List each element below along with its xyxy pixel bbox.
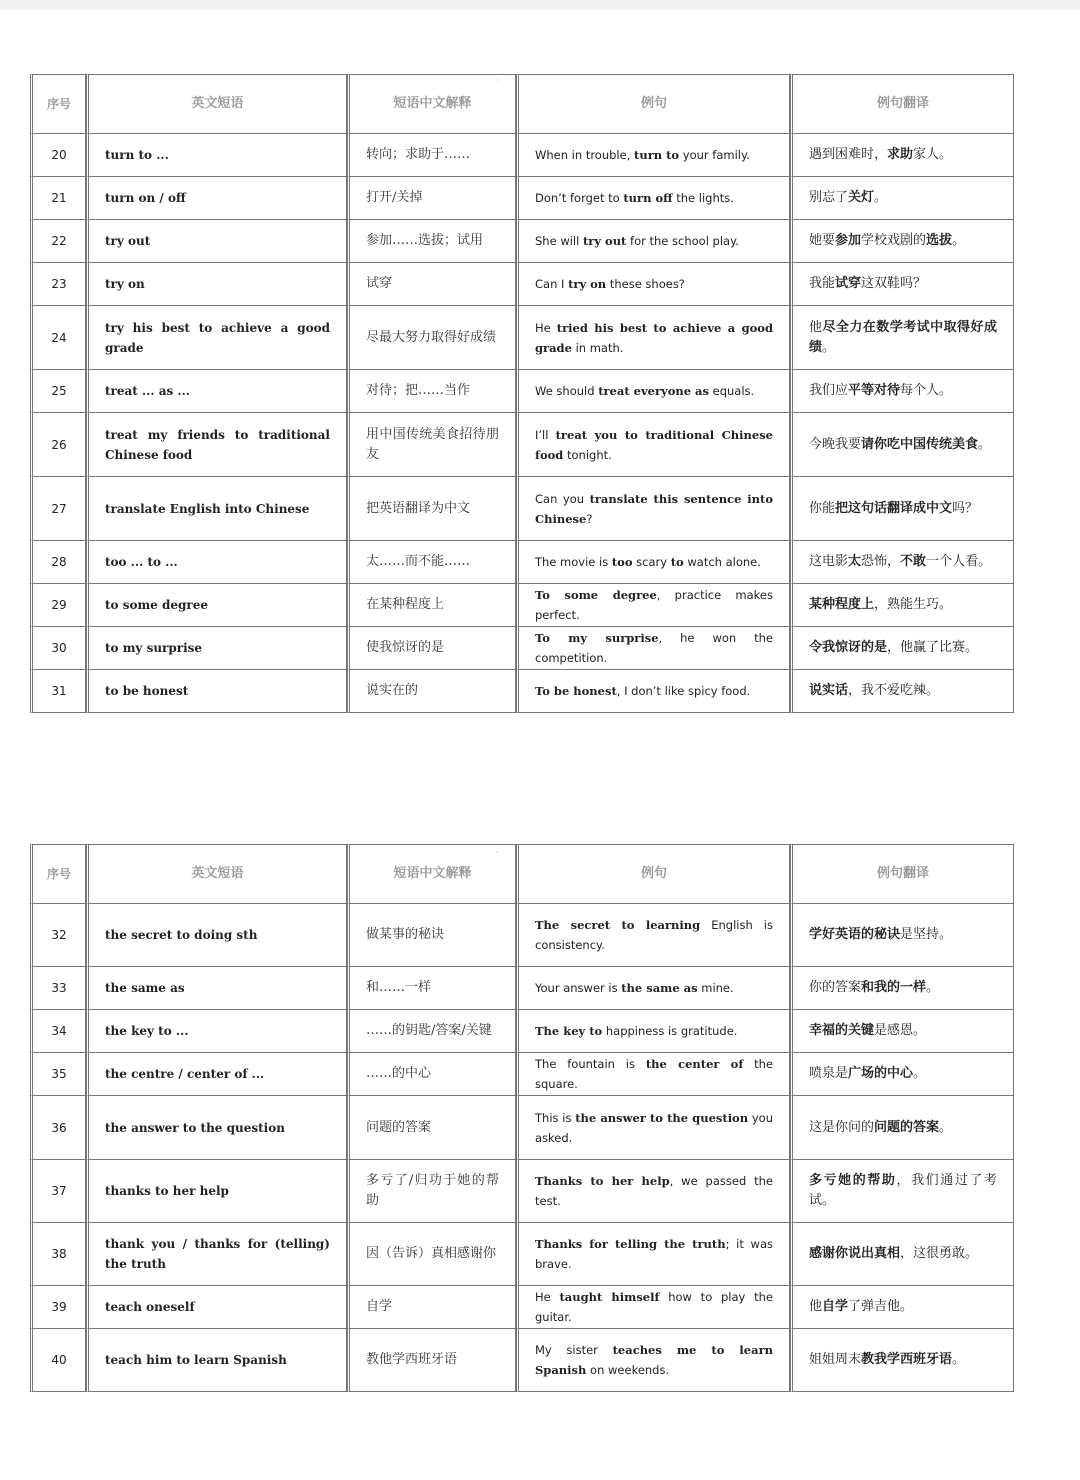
chinese-meaning: ……的钥匙/答案/关键 [347,1010,516,1053]
example-text: scary [632,555,671,569]
example-sentence [516,904,790,967]
example-text: , we passed the test. [535,1174,773,1208]
example-text: We should [535,384,599,398]
example-translation [790,1010,1014,1053]
example-text: the lights. [672,191,734,205]
english-phrase: try his best to achieve a good grade [86,306,347,370]
example-sentence [516,541,790,584]
english-phrase: the answer to the question [86,1096,347,1160]
example-sentence [516,1160,790,1223]
example-bold: The key to [535,1024,603,1038]
example-bold: too [611,555,633,569]
english-phrase: try on [86,263,347,306]
example-translation [790,670,1014,713]
translation-text: 。 [874,190,888,205]
header-meaning: 短语中文解释 [347,74,516,134]
translation-text: 他 [809,319,823,335]
example-bold: The secret to learning [535,918,701,932]
example-bold: tried his best to achieve a good grade [535,320,773,355]
example-text: He [535,1290,560,1304]
translation-text: 我能 [809,276,836,291]
translation-bold: 请你吃中国传统美食 [861,436,979,452]
row-number: 37 [30,1160,86,1223]
example-sentence [516,967,790,1010]
example-translation [790,1329,1014,1392]
example-text: The fountain is [535,1057,646,1071]
translation-bold: 广场的中心 [848,1066,914,1081]
translation-bold: 幸福的关键 [809,1023,875,1038]
row-number: 38 [30,1223,86,1286]
example-bold: the center of [645,1057,744,1071]
example-text: these shoes? [606,277,685,291]
translation-text: 他 [809,1299,823,1314]
table-row [30,1096,1014,1160]
example-text: , practice makes perfect. [535,588,773,622]
translation-bold: 感谢你说出真相 [809,1246,901,1261]
table-row [30,413,1014,477]
row-number: 31 [30,670,86,713]
chinese-meaning: 打开/关掉 [347,177,516,220]
english-phrase: thank you / thanks for (telling) the truth [86,1223,347,1286]
translation-text: 别忘了 [809,190,849,205]
example-text: happiness is gratitude. [602,1024,738,1038]
example-text: the square. [535,1057,774,1091]
english-phrase: the same as [86,967,347,1010]
example-text: ? [586,511,593,526]
example-bold: try on [568,277,607,291]
row-number: 23 [30,263,86,306]
example-sentence [516,670,790,713]
header-num: 序号 [30,844,86,904]
english-phrase: try out [86,220,347,263]
example-sentence [516,306,790,370]
row-number: 36 [30,1096,86,1160]
example-text: tonight. [563,447,612,462]
translation-bold: 太 [848,554,862,569]
example-bold: Thanks for telling the truth [535,1237,726,1251]
chinese-meaning: 用中国传统美食招待朋友 [347,413,516,477]
example-translation [790,967,1014,1010]
example-text: you asked. [535,1110,773,1145]
english-phrase: to my surprise [86,627,347,670]
chinese-meaning: 做某事的秘诀 [347,904,516,967]
translation-bold: 多亏她的帮助 [809,1173,897,1188]
english-phrase: treat my friends to traditional Chinese food [86,413,347,477]
row-number: 29 [30,584,86,627]
row-number: 35 [30,1053,86,1096]
example-translation [790,263,1014,306]
chinese-meaning: 太……而不能…… [347,541,516,584]
header-translation: 例句翻译 [790,844,1014,904]
example-text: , he won the competition. [535,631,773,665]
translation-text: ，我不爱吃辣。 [848,683,940,698]
example-translation [790,1286,1014,1329]
english-phrase: the centre / center of ... [86,1053,347,1096]
example-text: She will [535,234,583,248]
chinese-meaning: 和……一样 [347,967,516,1010]
chinese-meaning: 教他学西班牙语 [347,1329,516,1392]
example-translation [790,541,1014,584]
example-text: equals. [708,384,755,398]
translation-bold: 尽全力在数学考试中取得好成绩 [809,319,997,355]
example-sentence [516,1010,790,1053]
translation-bold: 求助 [887,147,914,162]
example-sentence [516,1053,790,1096]
table-body [30,904,1014,1392]
chinese-meaning: 对待；把……当作 [347,370,516,413]
translation-text: 我们应 [809,383,849,398]
example-sentence [516,134,790,177]
table-header-row [30,74,1014,134]
example-bold: turn off [623,191,673,205]
table-row [30,1053,1014,1096]
translation-text: 一个人看。 [926,554,992,569]
example-sentence [516,584,790,627]
example-text: watch alone. [683,555,761,569]
example-sentence [516,1286,790,1329]
example-sentence [516,1223,790,1286]
chinese-meaning: 自学 [347,1286,516,1329]
example-translation [790,413,1014,477]
example-translation [790,306,1014,370]
translation-text: ，熟能生巧。 [874,597,953,612]
table-row [30,670,1014,713]
translation-bold: 学好英语的秘诀 [809,927,901,942]
example-text: mine. [697,981,734,995]
translation-bold: 关灯 [848,190,875,205]
header-phrase: 英文短语 [86,74,347,134]
example-translation [790,1096,1014,1160]
example-text: Can I [535,277,569,291]
example-sentence [516,627,790,670]
translation-text: 。 [952,233,966,248]
example-bold: try out [582,234,627,248]
english-phrase: to be honest [86,670,347,713]
example-sentence [516,263,790,306]
table-row [30,904,1014,967]
example-bold: To some degree [535,588,657,602]
translation-text: 学校戏剧的 [861,233,927,248]
table-row [30,177,1014,220]
example-bold: To my surprise [535,631,659,645]
table-row [30,967,1014,1010]
translation-text: 。 [978,436,992,452]
table-row [30,584,1014,627]
example-text: how to play the guitar. [535,1290,773,1324]
translation-bold: 教我学西班牙语 [861,1352,953,1367]
translation-bold: 选拔 [926,233,953,248]
header-meaning: 短语中文解释 [347,844,516,904]
example-text: The movie is [535,555,612,569]
chinese-meaning: 转向；求助于…… [347,134,516,177]
table-row [30,627,1014,670]
chinese-meaning: 尽最大努力取得好成绩 [347,306,516,370]
table-body [30,134,1014,713]
table-row [30,1329,1014,1392]
translation-text: 今晚我要 [809,436,862,452]
example-text: on weekends. [586,1363,670,1377]
chinese-meaning: ……的中心 [347,1053,516,1096]
row-number: 40 [30,1329,86,1392]
example-text: in math. [571,340,624,355]
translation-bold: 问题的答案 [874,1119,940,1135]
table-header-row [30,844,1014,904]
translation-text: 你的答案 [809,980,862,995]
example-translation [790,627,1014,670]
example-text: This is [535,1110,576,1125]
chinese-meaning: 把英语翻译为中文 [347,477,516,541]
row-number: 25 [30,370,86,413]
translation-bold: 平等对待 [848,383,901,398]
example-text: Don’t forget to [535,191,624,205]
english-phrase: too ... to ... [86,541,347,584]
translation-bold: 把这句话翻译成中文 [835,500,953,516]
header-phrase: 英文短语 [86,844,347,904]
chinese-meaning: 参加……选拔；试用 [347,220,516,263]
translation-text: 吗？ [952,500,979,516]
example-bold: teaches me to learn Spanish [535,1343,773,1377]
translation-text: 。 [913,1066,927,1081]
english-phrase: turn on / off [86,177,347,220]
table-row [30,541,1014,584]
example-bold: treat everyone as [598,384,709,398]
example-translation [790,584,1014,627]
english-phrase: to some degree [86,584,347,627]
table-row [30,263,1014,306]
translation-bold: 说实话 [809,683,849,698]
table-row [30,477,1014,541]
example-sentence [516,477,790,541]
row-number: 27 [30,477,86,541]
english-phrase: turn to ... [86,134,347,177]
document-page-1 [0,10,1080,782]
chinese-meaning: 使我惊讶的是 [347,627,516,670]
example-sentence [516,1329,790,1392]
example-translation [790,477,1014,541]
translation-text: ，我们通过了考试。 [809,1173,997,1208]
example-text: for the school play. [626,234,739,248]
example-bold: taught himself [559,1290,660,1304]
example-translation [790,370,1014,413]
header-translation: 例句翻译 [790,74,1014,134]
translation-text: 。 [926,980,940,995]
row-number: 24 [30,306,86,370]
translation-text: 你能 [809,500,836,516]
row-number: 33 [30,967,86,1010]
translation-bold: 参加 [835,233,862,248]
translation-text: 了弹吉他。 [848,1299,914,1314]
header-num: 序号 [30,74,86,134]
table-row [30,370,1014,413]
example-sentence [516,413,790,477]
chinese-meaning: 在某种程度上 [347,584,516,627]
chinese-meaning: 因（告诉）真相感谢你 [347,1223,516,1286]
english-phrase: the key to ... [86,1010,347,1053]
translation-text: ，这很勇敢。 [900,1246,979,1261]
document-page-2 [0,782,1080,1480]
translation-bold: 试穿 [835,276,862,291]
example-sentence [516,177,790,220]
english-phrase: the secret to doing sth [86,904,347,967]
example-bold: turn to [634,148,680,162]
translation-text: 。 [939,1119,953,1135]
example-translation [790,1053,1014,1096]
table-row [30,1160,1014,1223]
stray-mark: · [496,76,499,85]
translation-text: 每个人。 [900,383,953,398]
row-number: 26 [30,413,86,477]
translation-text: 这双鞋吗？ [861,276,927,291]
chinese-meaning: 问题的答案 [347,1096,516,1160]
example-bold: the same as [621,981,698,995]
english-phrase: translate English into Chinese [86,477,347,541]
translation-bold: 某种程度上 [809,597,875,612]
translation-text: 这电影 [809,554,849,569]
english-phrase: teach him to learn Spanish [86,1329,347,1392]
translation-text: 姐姐周末 [809,1352,862,1367]
header-example: 例句 [516,74,790,134]
translation-bold: 和我的一样 [861,980,927,995]
translation-text: 遇到困难时， [809,147,888,162]
translation-text: 喷泉是 [809,1066,849,1081]
translation-bold: 令我惊讶的是 [809,640,888,655]
translation-text: 家人。 [913,147,953,162]
example-sentence [516,1096,790,1160]
example-translation [790,904,1014,967]
table-row [30,306,1014,370]
example-bold: to [670,555,684,569]
row-number: 30 [30,627,86,670]
translation-text: 。 [952,1352,966,1367]
english-phrase: treat ... as ... [86,370,347,413]
example-bold: To be honest [535,684,617,698]
table-row [30,1223,1014,1286]
table-row [30,220,1014,263]
english-phrase: thanks to her help [86,1160,347,1223]
example-text: Can you [535,491,590,506]
example-bold: Thanks to her help [535,1174,670,1188]
example-text: He [535,320,557,335]
example-translation [790,1223,1014,1286]
translation-text: 。 [822,339,836,355]
example-text: When in trouble, [535,148,635,162]
example-text: My sister [535,1343,613,1357]
example-text: Your answer is [535,981,622,995]
chinese-meaning: 说实在的 [347,670,516,713]
table-row [30,1286,1014,1329]
row-number: 28 [30,541,86,584]
example-translation [790,134,1014,177]
example-sentence [516,370,790,413]
translation-text: ，他赢了比赛。 [887,640,979,655]
translation-text: 她要 [809,233,836,248]
example-bold: translate this sentence into Chinese [535,491,773,526]
example-bold: treat you to traditional Chinese food [535,427,774,462]
translation-bold: 不敢 [900,554,927,569]
row-number: 21 [30,177,86,220]
example-text: , I don’t like spicy food. [616,684,751,698]
example-text: ; it was brave. [535,1237,773,1271]
example-text: I’ll [535,427,556,442]
phrase-table-1 [30,74,1014,713]
chinese-meaning: 多亏了/归功于她的帮助 [347,1160,516,1223]
translation-text: 这是你问的 [809,1119,875,1135]
translation-text: 是坚持。 [900,927,953,942]
english-phrase: teach oneself [86,1286,347,1329]
row-number: 22 [30,220,86,263]
example-bold: the answer to the question [575,1110,749,1125]
row-number: 34 [30,1010,86,1053]
row-number: 32 [30,904,86,967]
example-translation [790,220,1014,263]
chinese-meaning: 试穿 [347,263,516,306]
phrase-table-2 [30,844,1014,1392]
translation-text: 恐怖， [861,554,901,569]
row-number: 20 [30,134,86,177]
table-row [30,1010,1014,1053]
example-translation [790,177,1014,220]
translation-text: 是感恩。 [874,1023,927,1038]
stray-mark: · [496,848,499,857]
example-text: English is consistency. [535,918,773,952]
example-text: your family. [679,148,750,162]
example-translation [790,1160,1014,1223]
example-sentence [516,220,790,263]
translation-bold: 自学 [822,1299,849,1314]
header-example: 例句 [516,844,790,904]
table-row [30,134,1014,177]
row-number: 39 [30,1286,86,1329]
